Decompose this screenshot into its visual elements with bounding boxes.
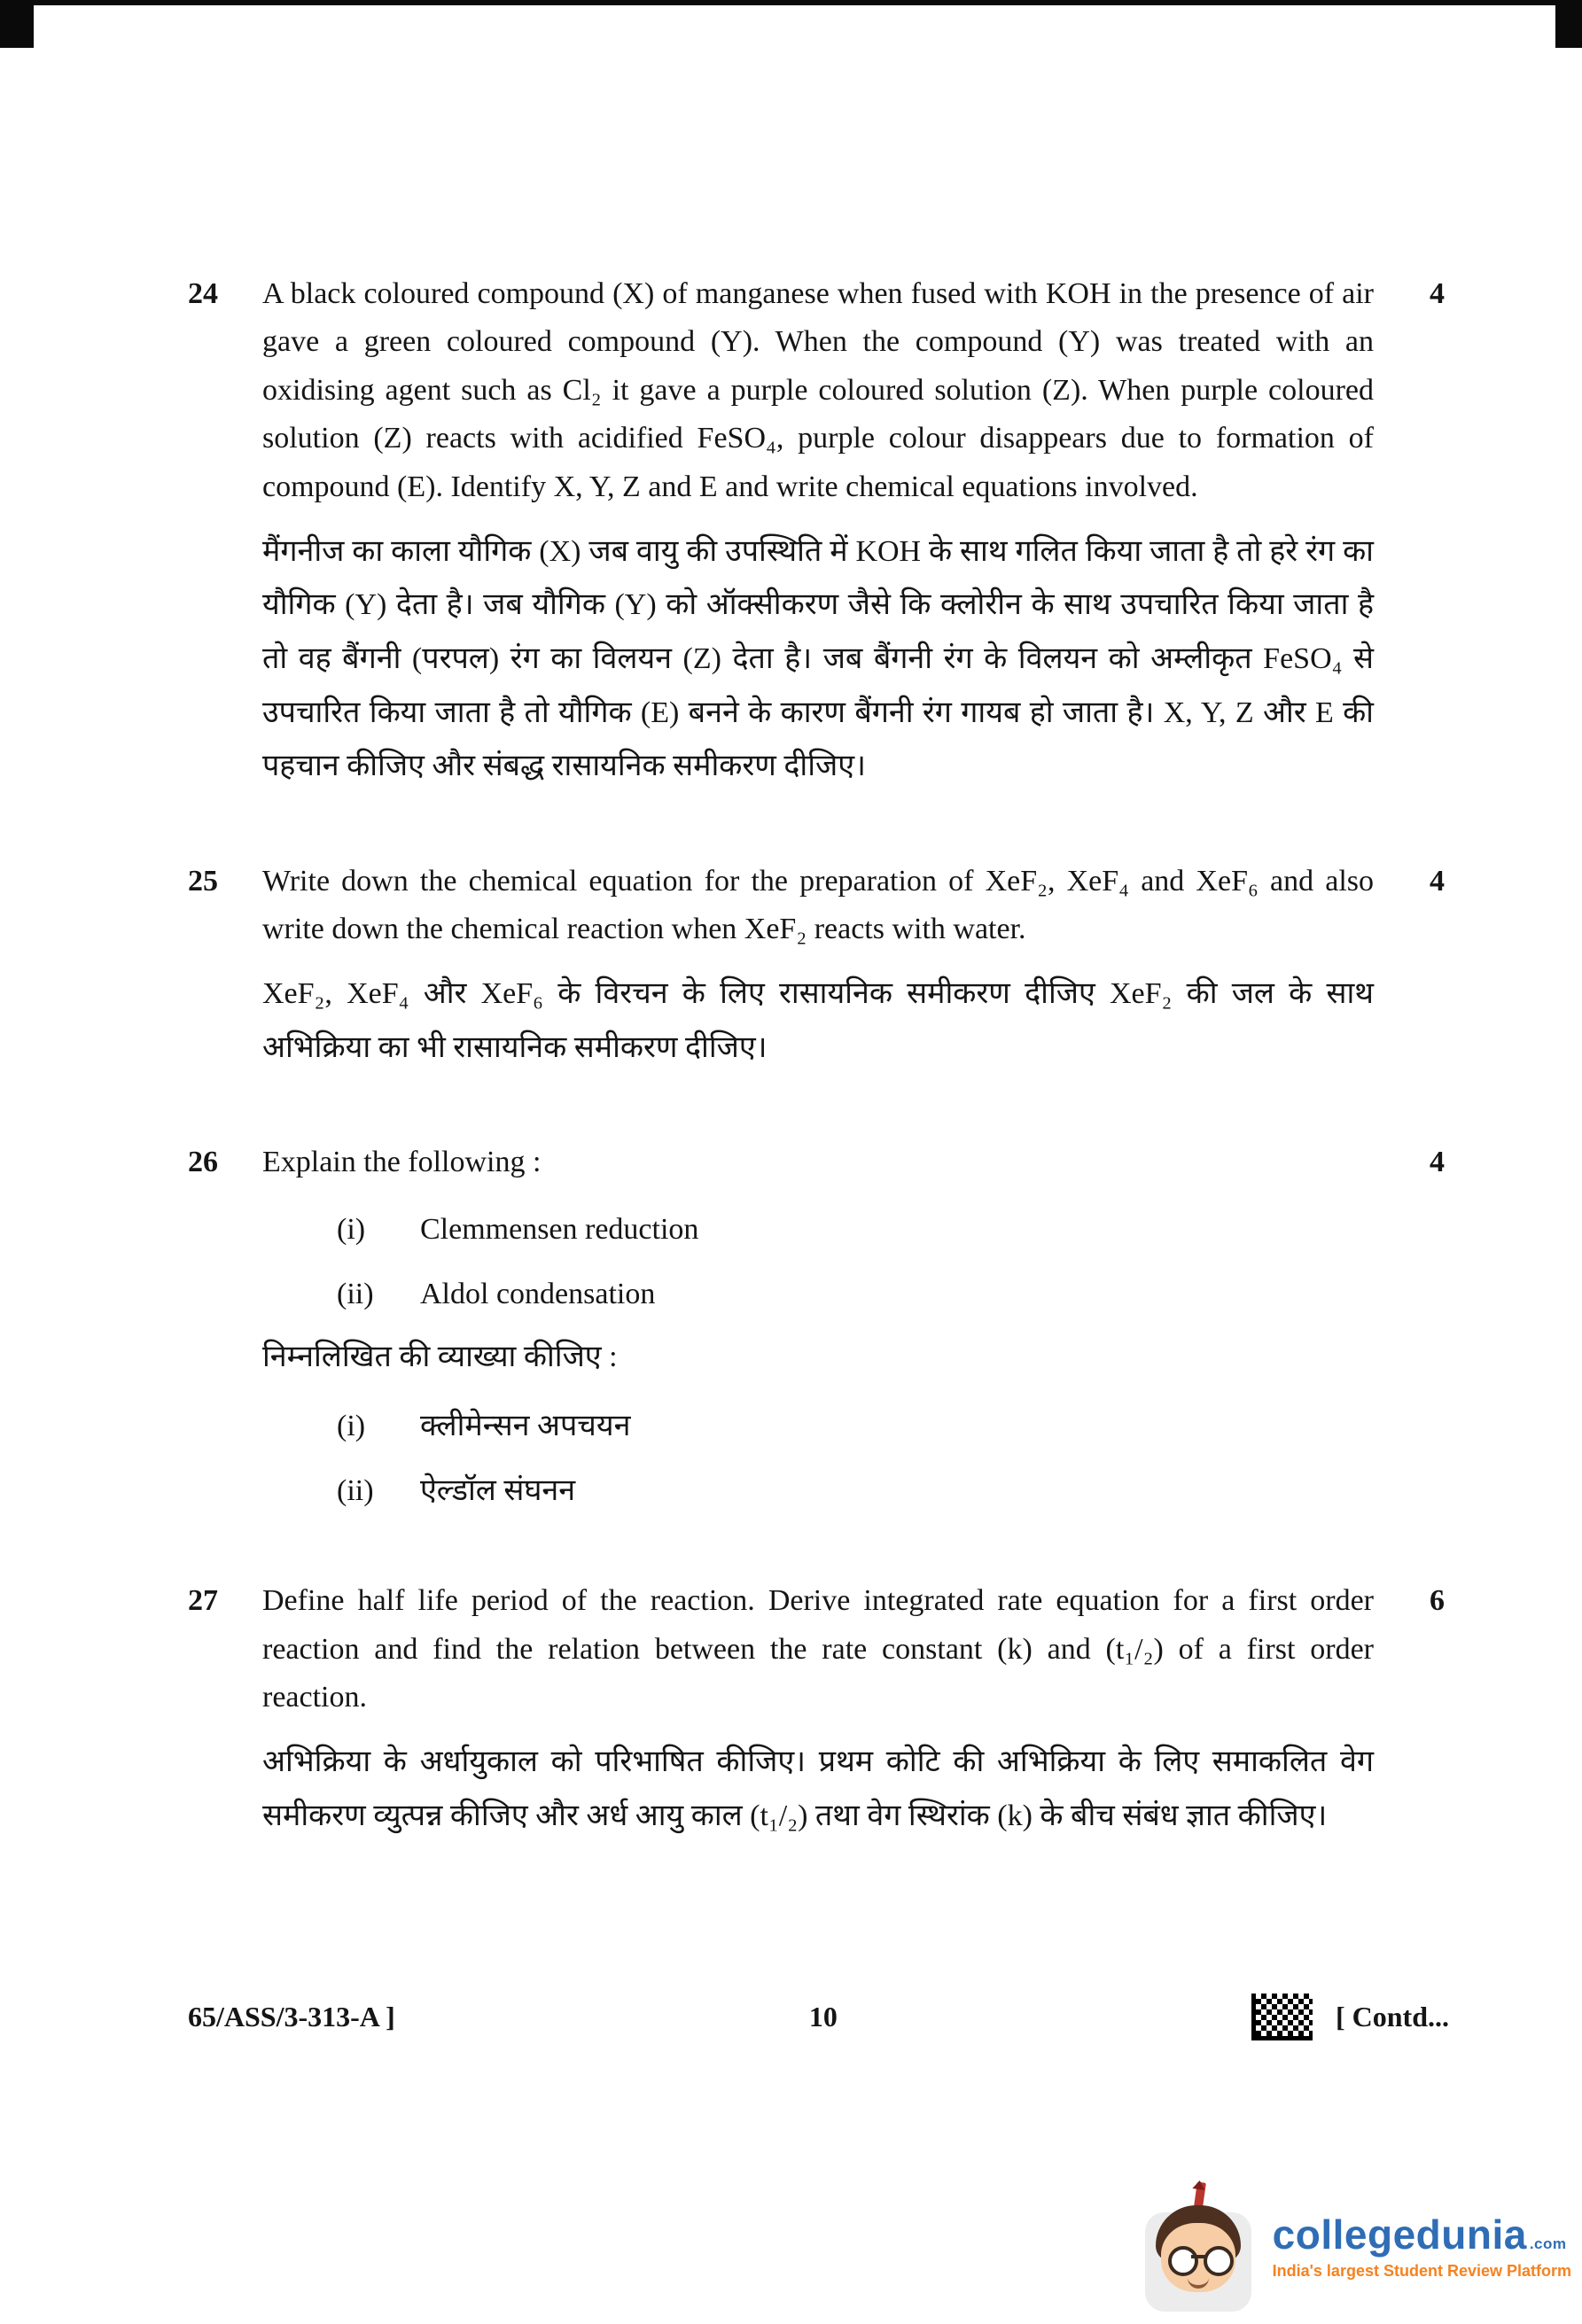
- question-24: [188, 270, 1445, 794]
- question-number: 27: [188, 1584, 218, 1618]
- question-intro-hindi: निम्नलिखित की व्याख्या कीजिए :: [262, 1340, 618, 1373]
- barcode-icon: [1251, 1994, 1313, 2040]
- list-item-english: [262, 1271, 1374, 1317]
- page-footer: [188, 1994, 1449, 2040]
- list-item-label: (ii): [337, 1277, 374, 1310]
- question-marks: 6: [1430, 1584, 1445, 1618]
- glasses-left-lens-icon: [1168, 2246, 1198, 2276]
- footer-right: [1251, 1994, 1449, 2040]
- question-text-hindi: अभिक्रिया के अर्धायुकाल को परिभाषित कीजिए। प्रथम कोटि की अभिक्रिया के लिए समाकलित वेग समीकरण व्युत्पन्न कीजिए और अर्ध आयु काल (t₁/₂) तथा वेग स्थिरांक (k) के बीच संबंध ज्ञात कीजिए।: [262, 1745, 1374, 1832]
- question-number: 25: [188, 864, 218, 898]
- paper-code: 65/ASS/3-313-A ]: [188, 2001, 395, 2033]
- contd-label: [ Contd...: [1335, 2001, 1449, 2033]
- list-item-english: [262, 1207, 1374, 1252]
- scan-artifact-top-left: [0, 0, 34, 48]
- brand-name-label: collegedunia: [1272, 2211, 1527, 2258]
- question-marks: 4: [1430, 277, 1445, 310]
- scan-artifact-top-line: [0, 0, 1582, 5]
- question-text-hindi: मैंगनीज का काला यौगिक (X) जब वायु की उपस्थिति में KOH के साथ गलित किया जाता है तो हरे रंग का यौगिक (Y) देता है। जब यौगिक (Y) को ऑक्सीकरण जैसे कि क्लोरीन के साथ उपचारित किया जाता है तो वह बैंगनी (परपल) रंग का विलयन (Z) देता है। जब बैंगनी रंग के विलयन को अम्लीकृत FeSO₄ से उपचारित किया जाता है तो यौगिक (E) बनने के कारण बैंगनी रंग गायब हो जाता है। X, Y, Z और E की पहचान कीजिए और संबद्ध रासायनिक समीकरण दीजिए।: [262, 534, 1374, 783]
- list-item-text: Clemmensen reduction: [420, 1212, 699, 1246]
- question-body: [262, 858, 1374, 1076]
- question-text-hindi: XeF₂, XeF₄ और XeF₆ के विरचन के लिए रासायनिक समीकरण दीजिए XeF₂ की जल के साथ अभिक्रिया का भी रासायनिक समीकरण दीजिए।: [262, 977, 1374, 1064]
- question-number: 24: [188, 277, 218, 310]
- brand-tld: .com: [1529, 2235, 1567, 2253]
- question-25: [188, 858, 1445, 1076]
- question-body: [262, 1139, 1374, 1513]
- list-item-label: (i): [337, 1410, 366, 1443]
- glasses-right-lens-icon: [1204, 2246, 1234, 2276]
- scan-artifact-top-right: [1555, 0, 1582, 48]
- list-item-hindi: [262, 1468, 1374, 1513]
- question-text-english: Define half life period of the reaction. Derive integrated rate equation for a first order reaction and find the relation between the rate constant (k) and (t₁/₂) of a first order reaction.: [262, 1584, 1374, 1714]
- list-item-label: (ii): [337, 1474, 374, 1508]
- question-26: [188, 1139, 1445, 1513]
- question-text-english: A black coloured compound (X) of manganese when fused with KOH in the presence of air gave a green coloured compound (Y). When the compound (Y) was treated with an oxidising agent such as Cl₂ it gave a purple coloured solution (Z). When purple coloured solution (Z) reacts with acidified FeSO₄, purple colour disappears due to formation of compound (E). Identify X, Y, Z and E and write chemical equations involved.: [262, 277, 1374, 503]
- question-body: [262, 1577, 1374, 1843]
- list-item-hindi: [262, 1403, 1374, 1449]
- questions-section: [188, 270, 1445, 1843]
- list-item-label: (i): [337, 1212, 366, 1246]
- question-27: [188, 1577, 1445, 1843]
- question-marks: 4: [1430, 864, 1445, 898]
- brand-text: [1273, 2213, 1571, 2280]
- list-item-text: Aldol condensation: [420, 1277, 656, 1310]
- glasses-bridge-icon: [1191, 2255, 1205, 2258]
- collegedunia-watermark: [1142, 2182, 1571, 2312]
- question-body: [262, 270, 1374, 794]
- question-intro-english: Explain the following :: [262, 1146, 542, 1179]
- list-item-text: क्लीमेन्सन अपचयन: [420, 1410, 631, 1443]
- question-number: 26: [188, 1146, 218, 1179]
- mascot-icon: [1142, 2182, 1255, 2312]
- list-item-text: ऐल्डॉल संघनन: [420, 1474, 576, 1508]
- brand-tagline: India's largest Student Review Platform: [1272, 2261, 1571, 2280]
- brand-name: [1273, 2213, 1571, 2256]
- question-text-english: Write down the chemical equation for the preparation of XeF₂, XeF₄ and XeF₆ and also write down the chemical reaction when XeF₂ reacts with water.: [262, 864, 1374, 945]
- page-number: 10: [808, 2001, 838, 2033]
- pencil-tip-icon: [1192, 2180, 1205, 2190]
- question-marks: 4: [1430, 1146, 1445, 1179]
